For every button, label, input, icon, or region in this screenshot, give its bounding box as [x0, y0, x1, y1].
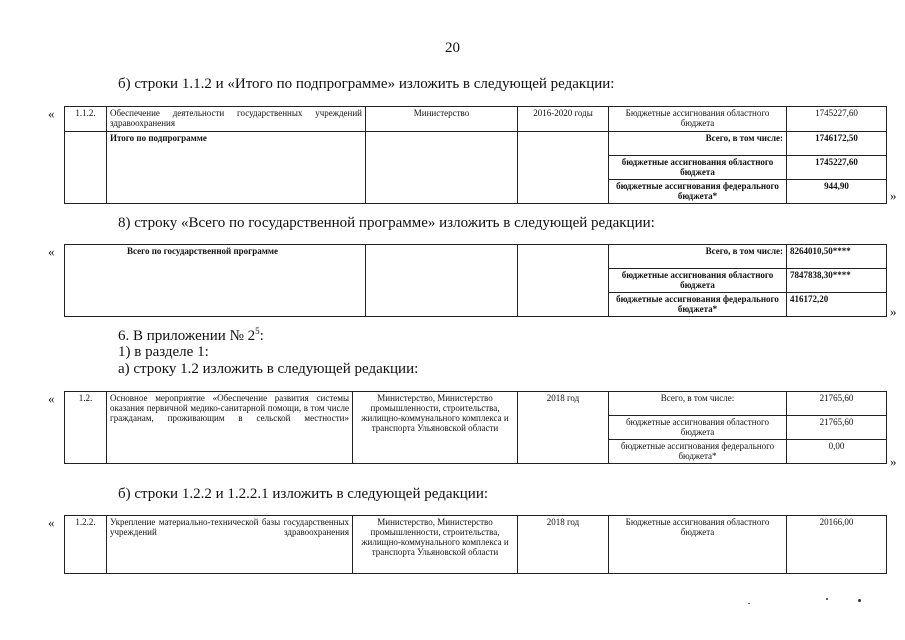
federal-budget-source: бюджетные ассигнования федерального бюджета*	[609, 180, 787, 204]
row-period: 2016-2020 годы	[518, 107, 609, 132]
program-total-label: Всего по государственной программе	[65, 245, 366, 317]
total-source: Всего, в том числе:	[609, 132, 787, 156]
row-total-amount: 21765,60	[787, 392, 887, 416]
section4-table	[64, 515, 887, 574]
row-name: Обеспечение деятельности государственных учреждений здравоохранения	[107, 107, 366, 132]
section4-heading: б) строки 1.2.2 и 1.2.2.1 изложить в следующей редакции:	[118, 486, 489, 502]
total-period-cell	[518, 132, 609, 204]
program-executor-cell	[366, 245, 518, 317]
total-label: Итого по подпрограмме	[107, 132, 366, 204]
section1-heading: б) строки 1.1.2 и «Итого по подпрограмме» изложить в следующей редакции:	[118, 76, 615, 92]
page-number: 20	[445, 40, 460, 56]
row-regional-amount: 21765,60	[787, 416, 887, 440]
section3-open-quote: «	[48, 391, 55, 406]
section2-table	[64, 244, 887, 317]
section1-open-quote: «	[48, 106, 55, 121]
program-period-cell	[518, 245, 609, 317]
regional-budget-source: бюджетные ассигнования областного бюджета	[609, 156, 787, 180]
row-source: Бюджетные ассигнования областного бюджета	[609, 107, 787, 132]
row-name: Основное мероприятие «Обеспечение развития системы оказания первичной медико-санитарной помощи, в том числе гражданам, проживающим в сельской местности»	[107, 392, 353, 464]
row-amount: 20166,00	[787, 516, 887, 574]
row-total-source: Всего, в том числе:	[609, 392, 787, 416]
row-executor: Министерство, Министерство промышленности, строительства, жилищно-коммунального комплекса и транспорта Ульяновской области	[353, 392, 518, 464]
row-period: 2018 год	[518, 516, 609, 574]
total-executor-cell	[366, 132, 518, 204]
scan-speck	[826, 598, 828, 600]
section2-close-quote: »	[890, 304, 897, 319]
regional-budget-amount: 1745227,60	[787, 156, 887, 180]
row-name: Укрепление материально-технической базы государственных учреждений здравоохранения	[107, 516, 353, 574]
federal-budget-amount: 944,90	[787, 180, 887, 204]
row-number: 1.2.2.	[65, 516, 107, 574]
program-federal-amount: 416172,20	[787, 293, 887, 317]
section3-close-quote: »	[890, 454, 897, 469]
program-total-source: Всего, в том числе:	[609, 245, 787, 269]
row-executor: Министерство	[366, 107, 518, 132]
row-federal-amount: 0,00	[787, 440, 887, 464]
total-number-cell	[65, 132, 107, 204]
section1-table	[64, 106, 887, 204]
program-federal-source: бюджетные ассигнования федерального бюджета*	[609, 293, 787, 317]
section2-open-quote: «	[48, 244, 55, 259]
scan-speck	[748, 603, 750, 604]
program-regional-amount: 7847838,30****	[787, 269, 887, 293]
row-source: Бюджетные ассигнования областного бюджета	[609, 516, 787, 574]
row-regional-source: бюджетные ассигнования областного бюджета	[609, 416, 787, 440]
row-number: 1.2.	[65, 392, 107, 464]
row-amount: 1745227,60	[787, 107, 887, 132]
total-amount: 1746172,50	[787, 132, 887, 156]
row-executor: Министерство, Министерство промышленности, строительства, жилищно-коммунального комплекса и транспорта Ульяновской области	[353, 516, 518, 574]
section3-sub2: а) строку 1.2 изложить в следующей редакции:	[118, 361, 419, 377]
section3-table	[64, 391, 887, 464]
program-regional-source: бюджетные ассигнования областного бюджета	[609, 269, 787, 293]
section1-close-quote: »	[890, 188, 897, 203]
row-period: 2018 год	[518, 392, 609, 464]
row-federal-source: бюджетные ассигнования федерального бюджета*	[609, 440, 787, 464]
scan-speck	[858, 599, 861, 602]
section2-heading: 8) строку «Всего по государственной программе» изложить в следующей редакции:	[118, 215, 655, 231]
section4-open-quote: «	[48, 515, 55, 530]
row-number: 1.1.2.	[65, 107, 107, 132]
program-total-amount: 8264010,50****	[787, 245, 887, 269]
section3-heading: 6. В приложении № $2^5$:	[118, 326, 264, 344]
section3-sub1: 1) в разделе 1:	[118, 344, 209, 360]
